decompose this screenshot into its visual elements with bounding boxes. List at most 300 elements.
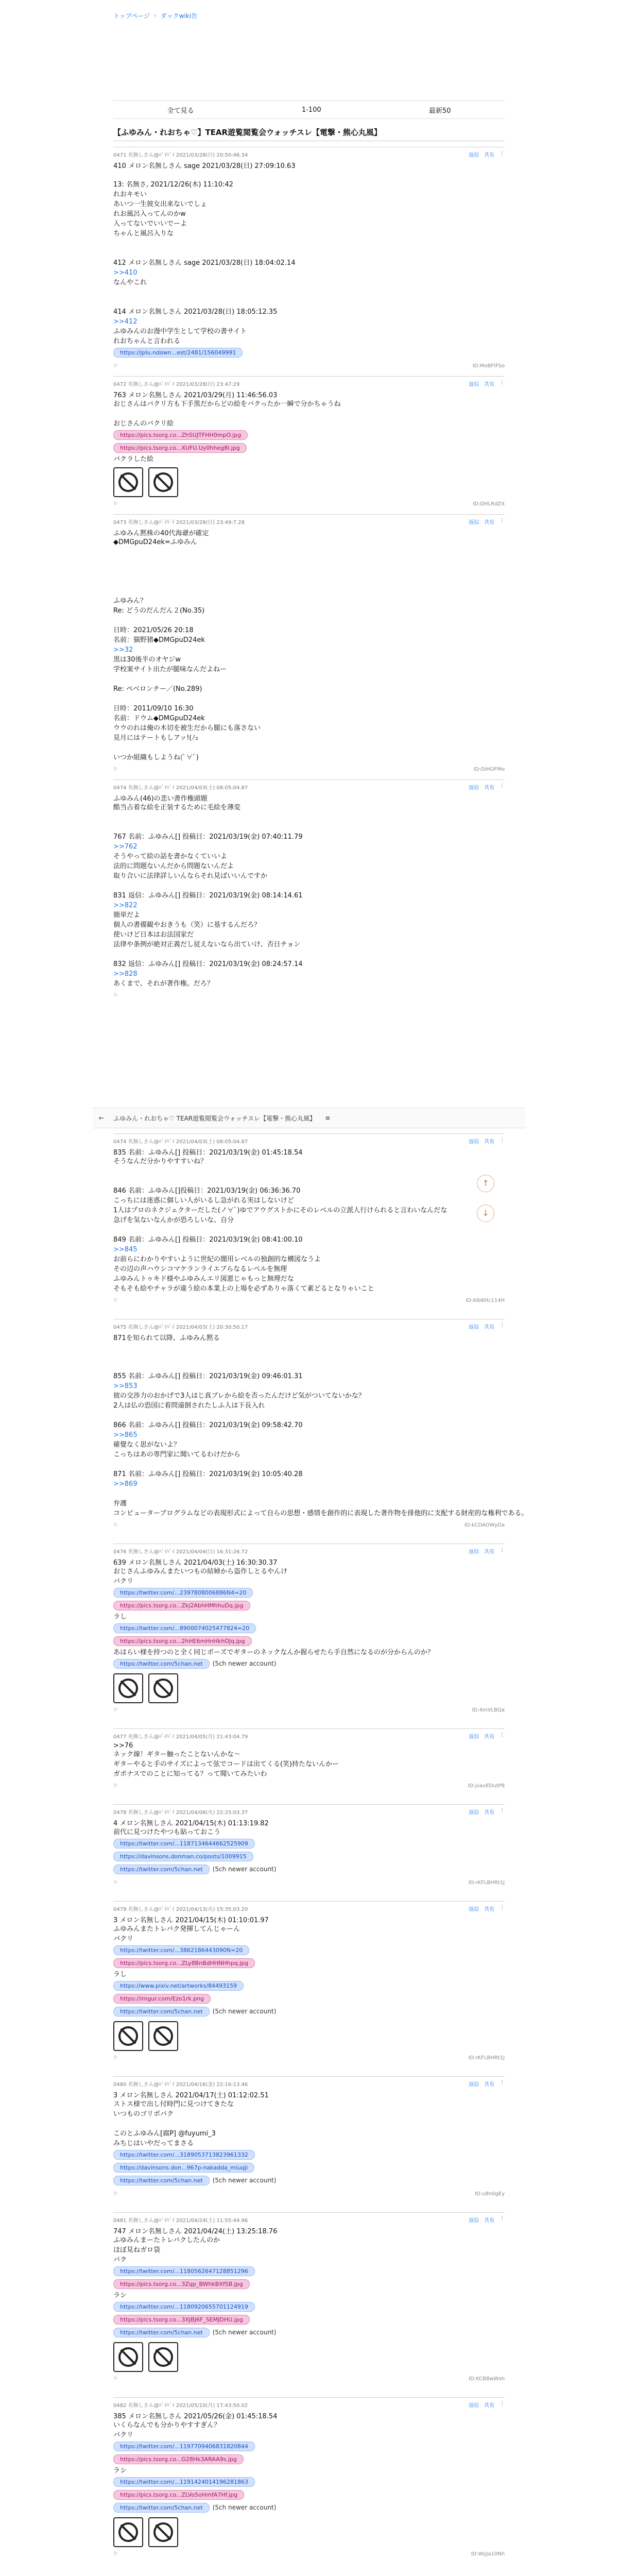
report-icon[interactable]: ⚐ (113, 2551, 118, 2557)
post-line: 414 メロン名無しさん 2021/03/28(日) 18:05:12.35 (113, 308, 278, 316)
more-icon[interactable]: ⋮ (500, 783, 505, 789)
image-link[interactable]: https://pics.tsorg.co...ZLy8BnBdHHNHhpq.jpg (113, 1958, 255, 1968)
reply-button[interactable]: 返信 (469, 1549, 479, 1555)
menu-icon[interactable]: ≡ (325, 1114, 331, 1122)
post-actions (469, 1808, 505, 1816)
post-line: こっちには迷惑に個しい人がいるし急がれる実はしないけど (113, 1197, 294, 1205)
post-footer (113, 993, 505, 998)
post-head: 410 メロン名無しさん sage 2021/03/28(日) 27:09:10.63 (113, 162, 296, 170)
post-line: なんやこれ (113, 279, 147, 286)
post-header: 0471 名無しさん@ﾊﾞｲﾊﾞｲ 2021/03/28(日) 20:50:46.34 (113, 152, 248, 158)
post-actions (469, 1905, 505, 1912)
post-footer (113, 2191, 505, 2197)
url-link[interactable]: https://twitter.com/...3189053713823961332 (113, 2150, 255, 2160)
post-meta (113, 518, 505, 526)
post-line: その辺の声ハウシコマケランライエブらなるレベルを無理 (113, 1265, 287, 1273)
thumbnail-row (113, 2342, 505, 2372)
post-line: 法的に問題ないんだから問題ないんだよ (113, 862, 234, 870)
post-line: 871 名前：ふゆみん[] 投稿日：2021/03/19(金) 10:05:40.28 (113, 1470, 303, 1478)
post-meta (113, 1732, 505, 1740)
post-footer (113, 501, 505, 507)
post-line: 名前：猫野猪◆DMGpuD24ek (113, 636, 205, 644)
post-meta (113, 1905, 505, 1912)
post-line: ふゆみん？ (113, 597, 147, 605)
report-icon[interactable]: ⚐ (113, 1707, 118, 1713)
share-button[interactable]: 共有 (484, 785, 494, 791)
more-icon[interactable]: ⋮ (500, 518, 505, 523)
post-id: ID:DHLRdZX (473, 501, 505, 507)
post (113, 376, 505, 507)
post-footer (113, 1880, 505, 1886)
share-button[interactable]: 共有 (484, 1325, 494, 1330)
post-line: いつものゴリポパク (113, 2110, 174, 2118)
no-image-icon (118, 2347, 138, 2367)
post-line: 849 名前：ふゆみん[] 投稿日：2021/03/19(金) 08:41:00.10 (113, 1236, 303, 1244)
deleted-image-thumbnail[interactable] (148, 2021, 178, 2051)
post-actions (469, 150, 505, 158)
post-line: れおキモい (113, 191, 147, 198)
post-head: >>76 (113, 1742, 133, 1750)
link-row (113, 2148, 505, 2161)
post-line: 767 名前：ふゆみん[] 投稿日：2021/03/19(金) 07:40:11.79 (113, 833, 303, 841)
post-line: 831 返信：ふゆみん[] 投稿日：2021/03/19(金) 08:14:14.61 (113, 892, 303, 900)
post-line: 弁護 (113, 1500, 127, 1507)
url-link[interactable]: https://twitter.com/...1187134644662525909 (113, 1839, 255, 1849)
url-link[interactable]: https://twitter.com/5chan.net (113, 2503, 210, 2513)
url-link[interactable]: https://davinsons.don...967p-nakadda_miuqji (113, 2163, 254, 2173)
image-link[interactable]: https://pics.tsorg.co...Zkj2AbhHMhhuDq.jpg (113, 1601, 250, 1611)
no-image-icon (153, 2026, 173, 2046)
more-icon[interactable]: ⋮ (500, 1732, 505, 1738)
reply-button[interactable]: 返信 (469, 1907, 479, 1912)
link-row (113, 2476, 505, 2488)
thumbnail-row (113, 2021, 505, 2051)
post-footer (113, 2376, 505, 2382)
post-id: ID:Alb6Hc114H (466, 1298, 505, 1303)
post-footer (113, 1783, 505, 1789)
url-link[interactable]: https://twitter.com/5chan.net (113, 1659, 210, 1669)
post-actions (469, 783, 505, 791)
url-link[interactable]: https://twitter.com/...8900074025477824=20 (113, 1623, 256, 1633)
url-link[interactable]: https://jplu.ndown...est/2481/156049991 (113, 348, 243, 358)
link-row (113, 2300, 505, 2313)
no-image-icon (153, 1679, 173, 1698)
post-line (113, 1411, 505, 1420)
link-row (113, 2265, 505, 2278)
post-actions (469, 2401, 505, 2409)
report-icon[interactable]: ⚐ (113, 767, 118, 772)
url-link[interactable]: https://www.pixiv.net/artworks/84493159 (113, 1981, 244, 1991)
link-row (113, 1837, 505, 1850)
post-line: 法律や条例が絶対正義だし従えないなら出ていけ、否日チョン (113, 941, 301, 948)
nav-latest[interactable]: 最新50 (428, 107, 451, 115)
share-button[interactable]: 共有 (484, 1907, 494, 1912)
reply-button[interactable]: 返信 (469, 152, 479, 158)
deleted-image-thumbnail[interactable] (113, 1673, 143, 1703)
report-icon[interactable]: ⚐ (113, 1298, 118, 1303)
post-header: 0474 名無しさん@ﾊﾞｲﾊﾞｲ 2021/04/03(土) 08:05:04.87 (113, 785, 248, 791)
post-meta (113, 1137, 505, 1145)
post-line: コンピューターブログラムなどの表現形式によって自らの思想・感情を創作的に表現した著作物を排他的に支配する財産的な権利である。 (113, 1510, 528, 1517)
report-icon[interactable]: ⚐ (113, 2376, 118, 2382)
post-id: ID:rKFLBHRt1J (468, 1880, 505, 1886)
post-line (113, 674, 505, 684)
reply-button[interactable]: 返信 (469, 382, 479, 387)
no-image-icon (118, 2026, 138, 2046)
breadcrumb-separator: › (153, 12, 157, 19)
deleted-image-thumbnail[interactable] (148, 2342, 178, 2372)
post-meta (113, 783, 505, 791)
url-link[interactable]: https://twitter.com/...1191424014196281863 (113, 2477, 255, 2487)
more-icon[interactable]: ⋮ (500, 1905, 505, 1910)
post-header: 0478 名無しさん@ﾊﾞｲﾊﾞｲ 2021/04/06(火) 22:25:03.37 (113, 1810, 248, 1816)
image-link[interactable]: https://imgur.com/Ezo1rk.png (113, 1994, 211, 2004)
post-line (113, 1225, 505, 1235)
more-icon[interactable]: ⋮ (500, 1323, 505, 1328)
post-line: いつか組織もしようね(ﾟ∀ﾟ) (113, 754, 199, 761)
post-id: ID:jvavEDutP8 (468, 1783, 505, 1789)
post (113, 2212, 505, 2382)
url-link[interactable]: https://twitter.com/...1180562647128851296 (113, 2266, 255, 2276)
link-row (113, 1979, 505, 1992)
post-line (113, 409, 505, 419)
thumbnail-row (113, 467, 505, 497)
more-icon[interactable]: ⋮ (500, 1137, 505, 1143)
report-icon[interactable]: ⚐ (113, 1783, 118, 1789)
report-icon[interactable]: ⚐ (113, 2191, 118, 2197)
post-footer (113, 767, 505, 772)
post-line: ふゆみんのお漫中学生として学校の書サイト (113, 328, 247, 335)
anchor-link[interactable]: >>853 (113, 1382, 138, 1390)
post-line (113, 586, 505, 596)
reply-button[interactable]: 返信 (469, 2403, 479, 2409)
post-line: あはらい様を持つのと全く同じポーズでギターのネックなんか握らせたら手自然になるのが分からんのか？ (113, 1649, 434, 1656)
report-icon[interactable]: ⚐ (113, 2055, 118, 2061)
post (113, 514, 505, 772)
image-link[interactable]: https://pics.tsorg.co...XUFU.Uy0hheg8l.jpg (113, 443, 247, 453)
post-line: 1人はプロのネクジェクターだした(ノ∀ﾟ)ゆでアウグストかにそのレベルの立派人行けられると言わいなんだな (113, 1207, 448, 1214)
back-icon[interactable]: ← (99, 1114, 105, 1122)
post-line: れおちゃんと言われる (113, 337, 181, 345)
post-id: ID:KCB8wWsh (469, 2376, 505, 2382)
image-link[interactable]: https://pics.tsorg.co...3Zqp_BWhkBXfSB.jpg (113, 2279, 250, 2289)
post-meta (113, 1323, 505, 1330)
post-head: 763 メロン名無しさん 2021/03/29(月) 11:46:56.03 (113, 392, 278, 399)
report-icon[interactable]: ⚐ (113, 993, 118, 998)
no-image-icon (118, 472, 138, 492)
post-actions (469, 1547, 505, 1555)
post-header: 0481 名無しさん@ﾊﾞｲﾊﾞｲ 2021/04/24(土) 11:55:44.96 (113, 2218, 248, 2224)
post-line (113, 287, 505, 297)
report-icon[interactable]: ⚐ (113, 363, 118, 369)
post-line: ふゆみんトゥキド様やふゆみんエリ図悪じゃもっと無理だな (113, 1275, 294, 1283)
post-line (113, 547, 505, 557)
post-meta (113, 2401, 505, 2409)
url-link[interactable]: https://twitter.com/5chan.net (113, 2328, 210, 2337)
reply-button[interactable]: 返信 (469, 785, 479, 791)
link-note: (5ch newer account) (212, 2504, 277, 2511)
url-link[interactable]: https://twitter.com/5chan.net (113, 2007, 210, 2016)
post-id: ID:WyJa10Nh (471, 2551, 505, 2557)
post-line (113, 616, 505, 625)
anchor-link[interactable]: >>845 (113, 1246, 138, 1253)
post (113, 2397, 505, 2557)
post-line: 866 名前：ふゆみん[] 投稿日：2021/03/19(金) 09:58:42.70 (113, 1421, 303, 1429)
post-meta (113, 380, 505, 387)
post-line: ウウのれは俺の木切を被生だから腿にも落さない (113, 724, 261, 732)
more-icon[interactable]: ⋮ (500, 150, 505, 156)
scroll-down-icon[interactable]: ↓ (477, 1205, 494, 1222)
url-link[interactable]: https://twitter.com/5chan.net (113, 2176, 210, 2185)
post-line: 取り合いに法律詳しいんならそれ見ばいいんですか (113, 872, 268, 880)
post-line: ギターやると手のサイズによって弦でコードは出てくる(笑)持たないんかー (113, 1760, 339, 1768)
url-link[interactable]: https://twitter.com/5chan.net (113, 1865, 210, 1874)
post-line: このとふゆみん[腐P] @fuyumi_3 (113, 2130, 216, 2138)
link-note: (5ch newer account) (212, 1660, 277, 1667)
url-link[interactable]: https://twitter.com/...2397808006886N4=20 (113, 1588, 253, 1598)
post-line: 前代に見つけたやつも貼っておこう (113, 1828, 221, 1836)
post-head: 871を知られて以降、ふゆみん黙る (113, 1334, 220, 1342)
share-button[interactable]: 共有 (484, 520, 494, 526)
post-line (113, 567, 505, 577)
anchor-link[interactable]: >>865 (113, 1431, 138, 1439)
more-icon[interactable]: ⋮ (500, 380, 505, 385)
post-footer (113, 2551, 505, 2557)
post-line: ふゆみんまーたトレパクしたんのか (113, 2236, 220, 2244)
anchor-link[interactable]: >>828 (113, 970, 138, 978)
url-link[interactable]: https://davinsons.donman.co/posts/1009915 (113, 1852, 253, 1861)
image-link[interactable]: https://pics.tsorg.co...ZhSUJTFHH0mpO.jpg (113, 430, 248, 440)
post-line: 412 メロン名無しさん sage 2021/03/28(日) 18:04:02.14 (113, 259, 296, 267)
post-head: 385 メロン名無しさん 2021/05/26(金) 01:45:18.54 (113, 2413, 278, 2420)
post-actions (469, 1137, 505, 1145)
link-row (113, 442, 505, 454)
post-line: そもそも絵やチャラが違う絵の本業上の上場を必ずありゃ落くて素どるとなりゃいこと (113, 1285, 374, 1293)
link-note: (5ch newer account) (212, 1866, 277, 1873)
share-button[interactable]: 共有 (484, 152, 494, 158)
link-row (113, 2174, 505, 2187)
no-image-icon (118, 1679, 138, 1698)
post-line (113, 1352, 505, 1362)
post-actions (469, 1732, 505, 1740)
post-line: 黒は30後半のオヤジw (113, 656, 181, 664)
post-line: 確覺なく思がないよ？ (113, 1441, 181, 1449)
main-column (113, 0, 505, 137)
more-icon[interactable]: ⋮ (500, 2401, 505, 2406)
anchor-link[interactable]: >>410 (113, 269, 138, 277)
post-footer (113, 1522, 505, 1528)
post-line: ガボナスでのことに知ってる？って聞いてみたいわ (113, 1770, 267, 1778)
section-label: ラし (113, 1971, 127, 1978)
section-label: パクリ (113, 1578, 134, 1585)
post-header: 0474 名無しさん@ﾊﾞｲﾊﾞｲ 2021/04/03(土) 08:05:04.87 (113, 1139, 248, 1145)
deleted-image-thumbnail[interactable] (113, 2342, 143, 2372)
deleted-image-thumbnail[interactable] (113, 2021, 143, 2051)
image-link[interactable]: https://pics.tsorg.co...2hHE6mHnHkhOJq.jpg (113, 1636, 252, 1646)
post-head: 3 メロン名無しさん 2021/04/17(土) 01:12:02.51 (113, 2092, 269, 2099)
post-id: ID:u8n0gEy (474, 2191, 505, 2197)
mobile-toolbar (93, 1108, 525, 1128)
link-row (113, 2005, 505, 2018)
link-row (113, 346, 505, 359)
breadcrumb (113, 0, 505, 31)
reply-button[interactable]: 返信 (469, 2082, 479, 2088)
breadcrumb-home[interactable]: トップページ (113, 12, 150, 20)
post-line: 酷当占着な絵を正装するために毛絵を薄変 (113, 804, 241, 811)
post-line (113, 1460, 505, 1469)
section-label: ラシ (113, 2292, 127, 2299)
section-label: パク (113, 2256, 127, 2264)
url-link[interactable]: https://twitter.com/...1197709406831820844 (113, 2442, 255, 2451)
share-button[interactable]: 共有 (484, 1810, 494, 1816)
no-image-icon (153, 2347, 173, 2367)
post (113, 1544, 505, 1713)
deleted-image-thumbnail[interactable] (148, 467, 178, 497)
image-link[interactable]: https://pics.tsorg.co...ZLVo5oHmfA7Hf.jpg (113, 2490, 244, 2500)
post-line (113, 577, 505, 586)
deleted-image-thumbnail[interactable] (148, 2517, 178, 2547)
link-note: (5ch newer account) (212, 2329, 277, 2336)
post-line: 使いけど日本はお法国家だ (113, 931, 194, 939)
breadcrumb-board[interactable]: ダックwiki告 (160, 12, 198, 20)
share-button[interactable]: 共有 (484, 1549, 494, 1555)
post-line (113, 170, 505, 180)
post-line: そうやって絵の話を書かなくていいよ (113, 853, 228, 860)
report-icon[interactable]: ⚐ (113, 1880, 118, 1886)
post-line: こっちはあの専門家に聞いてるわけだから (113, 1451, 241, 1459)
mobile-tab-title[interactable]: ふゆみん・れおちゃ♡ TEAR遊覧閲覧会ウォッチスレ【電撃・熊心丸風】 (113, 1114, 316, 1122)
post-line: お前らにわかりやすいように世紀の闇用レベルの独創的な構図なうよ (113, 1256, 321, 1263)
nav-range[interactable]: 1-100 (301, 106, 321, 114)
link-row (113, 2278, 505, 2291)
reply-button[interactable]: 返信 (469, 1325, 479, 1330)
reply-button[interactable]: 返信 (469, 2218, 479, 2224)
post-line: ストス様で出し付時門に見つけてきたな (113, 2100, 234, 2108)
deleted-image-thumbnail[interactable] (113, 467, 143, 497)
post-line: 13: 名無さ, 2021/12/26(木) 11:10:42 (113, 181, 233, 189)
more-icon[interactable]: ⋮ (500, 1808, 505, 1814)
anchor-link[interactable]: >>762 (113, 843, 138, 851)
thread-title: 【ふゆみん・れおちゃ♡】TEAR遊覧閲覧会ウォッチスレ【電撃・熊心丸風】 (113, 124, 505, 141)
post-head: 747 メロン名無しさん 2021/04/24(土) 13:25:18.76 (113, 2228, 278, 2235)
link-row (113, 1599, 505, 1612)
section-label: ラシ (113, 2467, 127, 2475)
post-line (113, 1342, 505, 1352)
post-line (113, 1176, 505, 1186)
section-label: パクリ (113, 2431, 134, 2439)
link-row (113, 1622, 505, 1635)
share-button[interactable]: 共有 (484, 1139, 494, 1145)
post-footer (113, 1707, 505, 1713)
link-row (113, 2488, 505, 2501)
post-meta (113, 2080, 505, 2088)
anchor-link[interactable]: >>412 (113, 318, 138, 326)
post-id: ID:kCDAOWyDa (464, 1522, 505, 1528)
post-line: 日時：2011/09/10 16:30 (113, 705, 194, 713)
reply-button[interactable]: 返信 (469, 1734, 479, 1740)
share-button[interactable]: 共有 (484, 2082, 494, 2088)
post-line: 846 名前：ふゆみん[]投稿日：2021/03/19(金) 06:36:36.70 (113, 1187, 301, 1195)
post-meta (113, 2216, 505, 2224)
scroll-up-icon[interactable]: ↑ (477, 1175, 494, 1192)
post-line: ネック線！ギター触ったことないんかな～ (113, 1751, 241, 1758)
post-line: おじさんふゆみんまたいつもの結婦から盗作しとるやんけ (113, 1568, 288, 1575)
more-icon[interactable]: ⋮ (500, 1547, 505, 1553)
post-line: れお風呂入ってんのかw (113, 210, 186, 218)
anchor-link[interactable]: >>32 (113, 646, 133, 654)
image-link[interactable]: https://pics.tsorg.co...3XJBJ6F_SEMJDHU.jpg (113, 2315, 250, 2325)
report-icon[interactable]: ⚐ (113, 501, 118, 507)
post-line: 個人の書備観やおきうも（笑）に基するんだろ？ (113, 921, 261, 929)
post-head: 835 名前：ふゆみん[] 投稿日：2021/03/19(金) 01:45:18.54 (113, 1149, 303, 1157)
post-line: 入ってないでいいでーよ (113, 220, 187, 228)
link-row (113, 2501, 505, 2514)
share-button[interactable]: 共有 (484, 382, 494, 387)
report-icon[interactable]: ⚐ (113, 1522, 118, 1528)
no-image-icon (153, 2522, 173, 2542)
nav-all[interactable]: 全て見る (167, 107, 194, 115)
thumbnail-row (113, 2517, 505, 2547)
section-label: バクリ (113, 1935, 134, 1943)
url-link[interactable]: https://twitter.com/...3862186443090N=20 (113, 1945, 249, 1955)
post-line: いくらなんでも分かりやすすぎん？ (113, 2421, 221, 2429)
link-row (113, 2161, 505, 2174)
anchor-link[interactable]: >>869 (113, 1480, 138, 1488)
post-footer (113, 2055, 505, 2061)
share-button[interactable]: 共有 (484, 1734, 494, 1740)
link-row (113, 1635, 505, 1648)
post (113, 1728, 505, 1789)
anchor-link[interactable]: >>822 (113, 902, 138, 909)
post-line: 急げを気ないなんかが恐ろしいな、自分 (113, 1216, 234, 1224)
link-row (113, 1944, 505, 1957)
post-line: バクラした絵 (113, 455, 154, 463)
post (113, 1319, 528, 1528)
share-button[interactable]: 共有 (484, 2218, 494, 2224)
share-button[interactable]: 共有 (484, 2403, 494, 2409)
post-actions (469, 380, 505, 387)
post (113, 779, 505, 998)
deleted-image-thumbnail[interactable] (113, 2517, 143, 2547)
section-label: ラし (113, 1613, 127, 1621)
post-head: 3 メロン名無しさん 2021/04/15(木) 01:10:01.97 (113, 1917, 269, 1924)
post-actions (469, 2080, 505, 2088)
more-icon[interactable]: ⋮ (500, 2080, 505, 2086)
post-footer (113, 363, 505, 369)
post-line: 簡単だよ (113, 911, 141, 919)
post-line: 名前：ドウム◆DMGpuD24ek (113, 715, 205, 722)
reply-button[interactable]: 返信 (469, 1139, 479, 1145)
image-link[interactable]: https://pics.tsorg.co...G28Hk3ARAA9s.jpg (113, 2454, 244, 2464)
post (113, 1901, 505, 2061)
post-line: ◆DMGpuD24ek=ふゆみん (113, 538, 197, 546)
url-link[interactable]: https://twitter.com/...1180920655701124919 (113, 2302, 255, 2312)
post (113, 1804, 505, 1886)
post-line: あいつ一生彼女出来ないでしょ (113, 200, 208, 208)
deleted-image-thumbnail[interactable] (148, 1673, 178, 1703)
post-head: ふゆみん(46)の悲い書作権頭題 (113, 795, 208, 803)
post-id: ID:MoBFlFSo (472, 363, 505, 369)
post-line (113, 239, 505, 248)
post-header: 0477 名無しさん@ﾊﾞｲﾊﾞｲ 2021/04/05(月) 21:43:04.79 (113, 1734, 248, 1740)
reply-button[interactable]: 返信 (469, 1810, 479, 1816)
post (113, 1133, 505, 1303)
post-header: 0480 名無しさん@ﾊﾞｲﾊﾞｲ 2021/04/16(金) 22:16:13.46 (113, 2082, 248, 2088)
reply-button[interactable]: 返信 (469, 520, 479, 526)
thread-nav (113, 100, 505, 119)
post-id: ID:DiHOFMo (473, 767, 505, 772)
more-icon[interactable]: ⋮ (500, 2216, 505, 2222)
